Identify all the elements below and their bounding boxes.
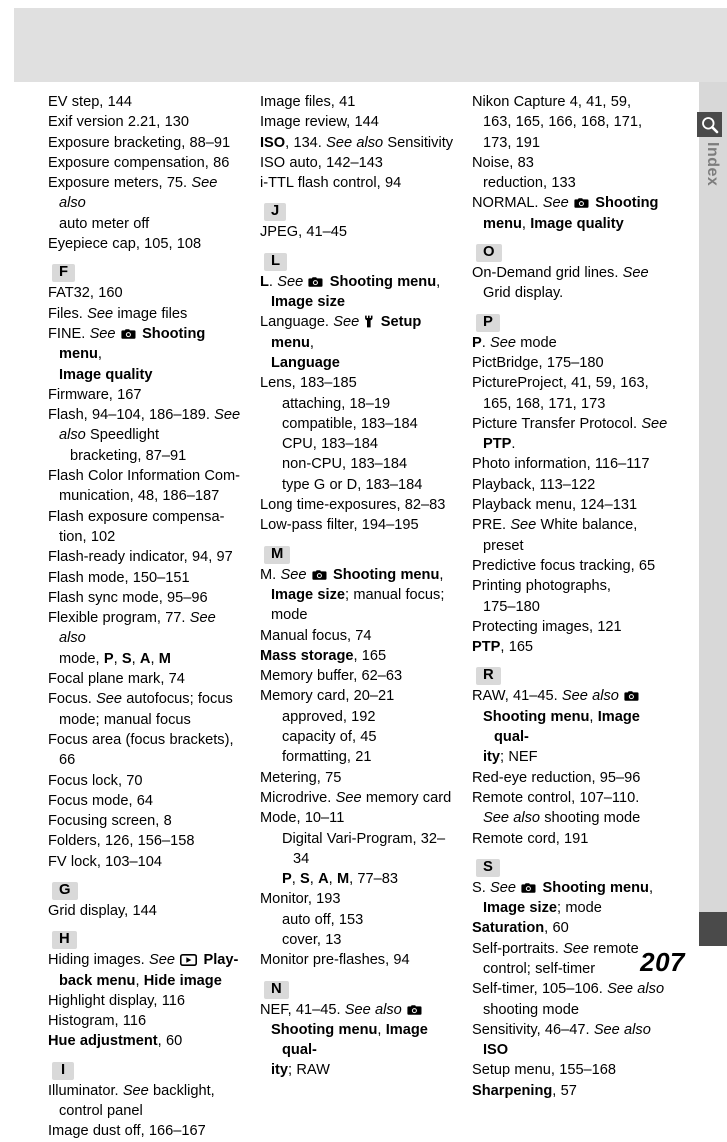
index-entry: Memory card, 20–21 (260, 688, 395, 705)
camera-icon (121, 328, 136, 340)
index-entry: Flash sync mode, 95–96 (48, 589, 208, 606)
index-entry: NORMAL. See Shooting (472, 195, 659, 212)
camera-icon (521, 882, 536, 894)
column-3 (472, 92, 668, 1142)
index-subentry: 173, 191 (483, 134, 541, 151)
index-entry: Hiding images. See Play- (48, 952, 239, 969)
index-subentry: Shooting menu, Image qual- (271, 1021, 428, 1059)
index-entry: Monitor pre-flashes, 94 (260, 952, 410, 969)
index-tab-label[interactable]: Index (704, 142, 721, 187)
index-letter-heading (472, 243, 668, 262)
index-entry: S. See Shooting menu, (472, 879, 654, 896)
index-letter-label: R (476, 667, 501, 685)
index-subentry: See also shooting mode (483, 810, 641, 827)
index-entry: Photo information, 116–117 (472, 456, 650, 473)
index-entry: Red-eye reduction, 95–96 (472, 769, 641, 786)
index-entry: Folders, 126, 156–158 (48, 833, 195, 850)
index-subentry: Digital Vari-Program, 32–34 (282, 830, 446, 867)
index-subentry: preset (483, 537, 524, 554)
playback-icon (180, 954, 197, 966)
index-entry: Exposure bracketing, 88–91 (48, 134, 231, 151)
index-letter-label: L (264, 253, 287, 271)
index-subentry: bracketing, 87–91 (70, 447, 187, 464)
index-entry: NEF, 41–45. See also (260, 1000, 456, 1020)
index-subentry: Image size; mode (483, 900, 602, 917)
index-subentry: mode; manual focus (59, 711, 191, 728)
index-entry: Metering, 75 (260, 769, 342, 786)
index-entry: Playback menu, 124–131 (472, 497, 638, 514)
index-letter-heading (48, 930, 244, 949)
index-entry: Flash mode, 150–151 (48, 569, 190, 586)
index-entry: PTP, 165 (472, 639, 534, 656)
index-letter-heading (48, 881, 244, 900)
index-subentry: mode (271, 607, 308, 624)
index-entry: Files. See image files (48, 305, 188, 322)
index-entry: EV step, 144 (48, 94, 132, 110)
index-letter-label: P (476, 314, 500, 332)
index-subentry: Grid display. (483, 285, 564, 302)
index-entry: Long time-exposures, 82–83 (260, 497, 446, 514)
index-entry: Self-portraits. See remote (472, 940, 639, 957)
index-letter-label: I (52, 1062, 74, 1080)
index-letter-heading (260, 252, 456, 271)
index-letter-label: J (264, 203, 286, 221)
camera-icon (407, 1004, 422, 1016)
index-entry: Exif version 2.21, 130 (48, 114, 189, 131)
index-entry: Mass storage, 165 (260, 647, 387, 664)
index-subentry: back menu, Hide image (59, 972, 222, 989)
index-entry: PictBridge, 175–180 (472, 354, 604, 371)
index-subentry: shooting mode (483, 1001, 579, 1018)
index-subentry: menu, Image quality (483, 215, 624, 232)
index-entry: Focus. See autofocus; focus (48, 691, 233, 708)
index-subentry: 165, 168, 171, 173 (483, 395, 606, 412)
index-letter-heading (472, 666, 668, 685)
index-entry: Highlight display, 116 (48, 992, 185, 1009)
index-subentry: auto off, 153 (282, 911, 364, 928)
index-letter-label: H (52, 931, 77, 949)
index-subentry: control; self-timer (483, 960, 596, 977)
index-subentry: P, S, A, M, 77–83 (282, 871, 399, 888)
index-subentry: cover, 13 (282, 931, 342, 948)
index-entry: Flexible program, 77. See also (48, 610, 216, 647)
index-entry: Flash Color Information Com- (48, 468, 241, 485)
index-subentry: 175–180 (483, 598, 540, 615)
index-entry: Playback, 113–122 (472, 476, 596, 493)
index-entry: Sharpening, 57 (472, 1082, 577, 1099)
index-letter-label: N (264, 981, 289, 999)
index-subentry: ity; RAW (271, 1062, 330, 1079)
index-columns (48, 92, 668, 1142)
index-subentry: munication, 48, 186–187 (59, 488, 220, 505)
index-subentry: mode, P, S, A, M (59, 650, 171, 667)
page-number: 207 (640, 947, 685, 977)
index-letter-heading (48, 263, 244, 282)
index-entry: ISO, 134. See also Sensitivity (260, 134, 454, 151)
index-subentry: compatible, 183–184 (282, 415, 418, 432)
index-letter-heading (48, 1061, 244, 1080)
camera-icon (312, 569, 327, 581)
index-entry: M. See Shooting menu, (260, 566, 444, 583)
index-letter-label: S (476, 859, 500, 877)
tab-strip-footer-block (699, 912, 727, 946)
index-entry: Sensitivity, 46–47. See also ISO (472, 1021, 651, 1059)
index-letter-heading (260, 545, 456, 564)
index-subentry: Language (271, 354, 340, 371)
index-entry: Remote cord, 191 (472, 830, 589, 847)
index-subentry: CPU, 183–184 (282, 436, 378, 453)
index-subentry: non-CPU, 183–184 (282, 456, 408, 473)
index-entry: Image files, 41 (260, 94, 356, 110)
index-entry: JPEG, 41–45 (260, 224, 348, 241)
index-subentry: type G or D, 183–184 (282, 476, 423, 493)
page-header-band (14, 8, 727, 82)
index-entry: FINE. See Shooting menu, (48, 325, 206, 363)
index-entry: Flash, 94–104, 186–189. See (48, 407, 241, 424)
index-subentry: approved, 192 (282, 708, 376, 725)
index-entry: PictureProject, 41, 59, 163, (472, 375, 649, 392)
index-entry: Focus area (focus brackets), 66 (48, 731, 234, 769)
index-entry: Focal plane mark, 74 (48, 671, 185, 688)
camera-icon (624, 690, 639, 702)
index-entry: Low-pass filter, 194–195 (260, 517, 419, 534)
index-subentry: formatting, 21 (282, 749, 372, 766)
index-letter-label: O (476, 244, 502, 262)
index-entry: Monitor, 193 (260, 891, 341, 908)
index-subentry: Shooting menu, Image qual- (483, 708, 640, 746)
index-entry: On-Demand grid lines. See (472, 265, 649, 282)
index-letter-heading (260, 980, 456, 999)
index-entry: RAW, 41–45. See also (472, 686, 668, 706)
index-letter-label: M (264, 546, 290, 564)
index-letter-heading (260, 202, 456, 221)
index-entry: Flash exposure compensa- (48, 508, 225, 525)
index-subentry: ity; NEF (483, 749, 538, 766)
index-entry: Lens, 183–185 (260, 375, 357, 392)
index-entry: Grid display, 144 (48, 902, 157, 919)
index-entry: L. See Shooting menu, (260, 273, 441, 290)
camera-icon (574, 197, 589, 209)
index-entry: Histogram, 116 (48, 1013, 147, 1030)
index-subentry: tion, 102 (59, 528, 116, 545)
index-entry: Remote control, 107–110. (472, 789, 640, 806)
index-entry: Saturation, 60 (472, 920, 569, 937)
index-subentry: Image size (271, 294, 346, 311)
index-entry: Printing photographs, (472, 578, 611, 595)
index-entry: Picture Transfer Protocol. See (472, 415, 668, 432)
index-entry: ISO auto, 142–143 (260, 154, 383, 171)
index-subentry: 163, 165, 166, 168, 171, (483, 114, 643, 131)
index-entry: Exposure meters, 75. See also (48, 175, 218, 212)
index-entry: Image review, 144 (260, 114, 379, 131)
index-subentry: Image size; manual focus; (271, 586, 445, 603)
index-subentry: PTP. (483, 436, 516, 453)
index-entry: Self-timer, 105–106. See also (472, 981, 665, 998)
index-subentry: control panel (59, 1103, 143, 1120)
index-letter-label: F (52, 264, 75, 282)
camera-icon (308, 276, 323, 288)
index-entry: FV lock, 103–104 (48, 853, 162, 870)
index-entry: Memory buffer, 62–63 (260, 668, 403, 685)
index-letter-heading (472, 858, 668, 877)
index-entry: Setup menu, 155–168 (472, 1062, 617, 1079)
index-subentry: also Speedlight (59, 427, 160, 444)
index-entry: Protecting images, 121 (472, 618, 622, 635)
index-entry: Focus lock, 70 (48, 772, 143, 789)
magnifier-icon (697, 112, 722, 137)
index-entry: Manual focus, 74 (260, 627, 372, 644)
index-subentry: auto meter off (59, 215, 150, 232)
index-entry: Eyepiece cap, 105, 108 (48, 236, 202, 253)
index-entry: Hue adjustment, 60 (48, 1033, 183, 1050)
index-entry: FAT32, 160 (48, 285, 123, 302)
index-entry: Mode, 10–11 (260, 810, 345, 827)
index-subentry: Image quality (59, 366, 153, 383)
index-subentry: attaching, 18–19 (282, 395, 391, 412)
index-entry: Predictive focus tracking, 65 (472, 557, 656, 574)
index-subentry: capacity of, 45 (282, 729, 377, 746)
index-entry: Image dust off, 166–167 (48, 1123, 206, 1140)
index-entry: i-TTL flash control, 94 (260, 175, 402, 192)
column-2 (260, 92, 456, 1142)
index-letter-heading (472, 313, 668, 332)
index-entry: Nikon Capture 4, 41, 59, (472, 94, 631, 110)
column-1 (48, 92, 244, 1142)
index-entry: Flash-ready indicator, 94, 97 (48, 549, 233, 566)
wrench-icon (364, 315, 374, 328)
index-entry: Noise, 83 (472, 154, 534, 171)
index-entry: Firmware, 167 (48, 386, 142, 403)
index-entry: PRE. See White balance, (472, 517, 638, 534)
index-subentry: reduction, 133 (483, 175, 576, 192)
index-entry: Exposure compensation, 86 (48, 154, 230, 171)
index-entry: P. See mode (472, 334, 557, 351)
index-entry: Focusing screen, 8 (48, 813, 172, 830)
index-entry: Microdrive. See memory card (260, 789, 452, 806)
index-letter-label: G (52, 882, 78, 900)
index-entry: Illuminator. See backlight, (48, 1082, 215, 1099)
index-entry: Language. See Setup menu, (260, 314, 422, 351)
index-entry: Focus mode, 64 (48, 792, 154, 809)
